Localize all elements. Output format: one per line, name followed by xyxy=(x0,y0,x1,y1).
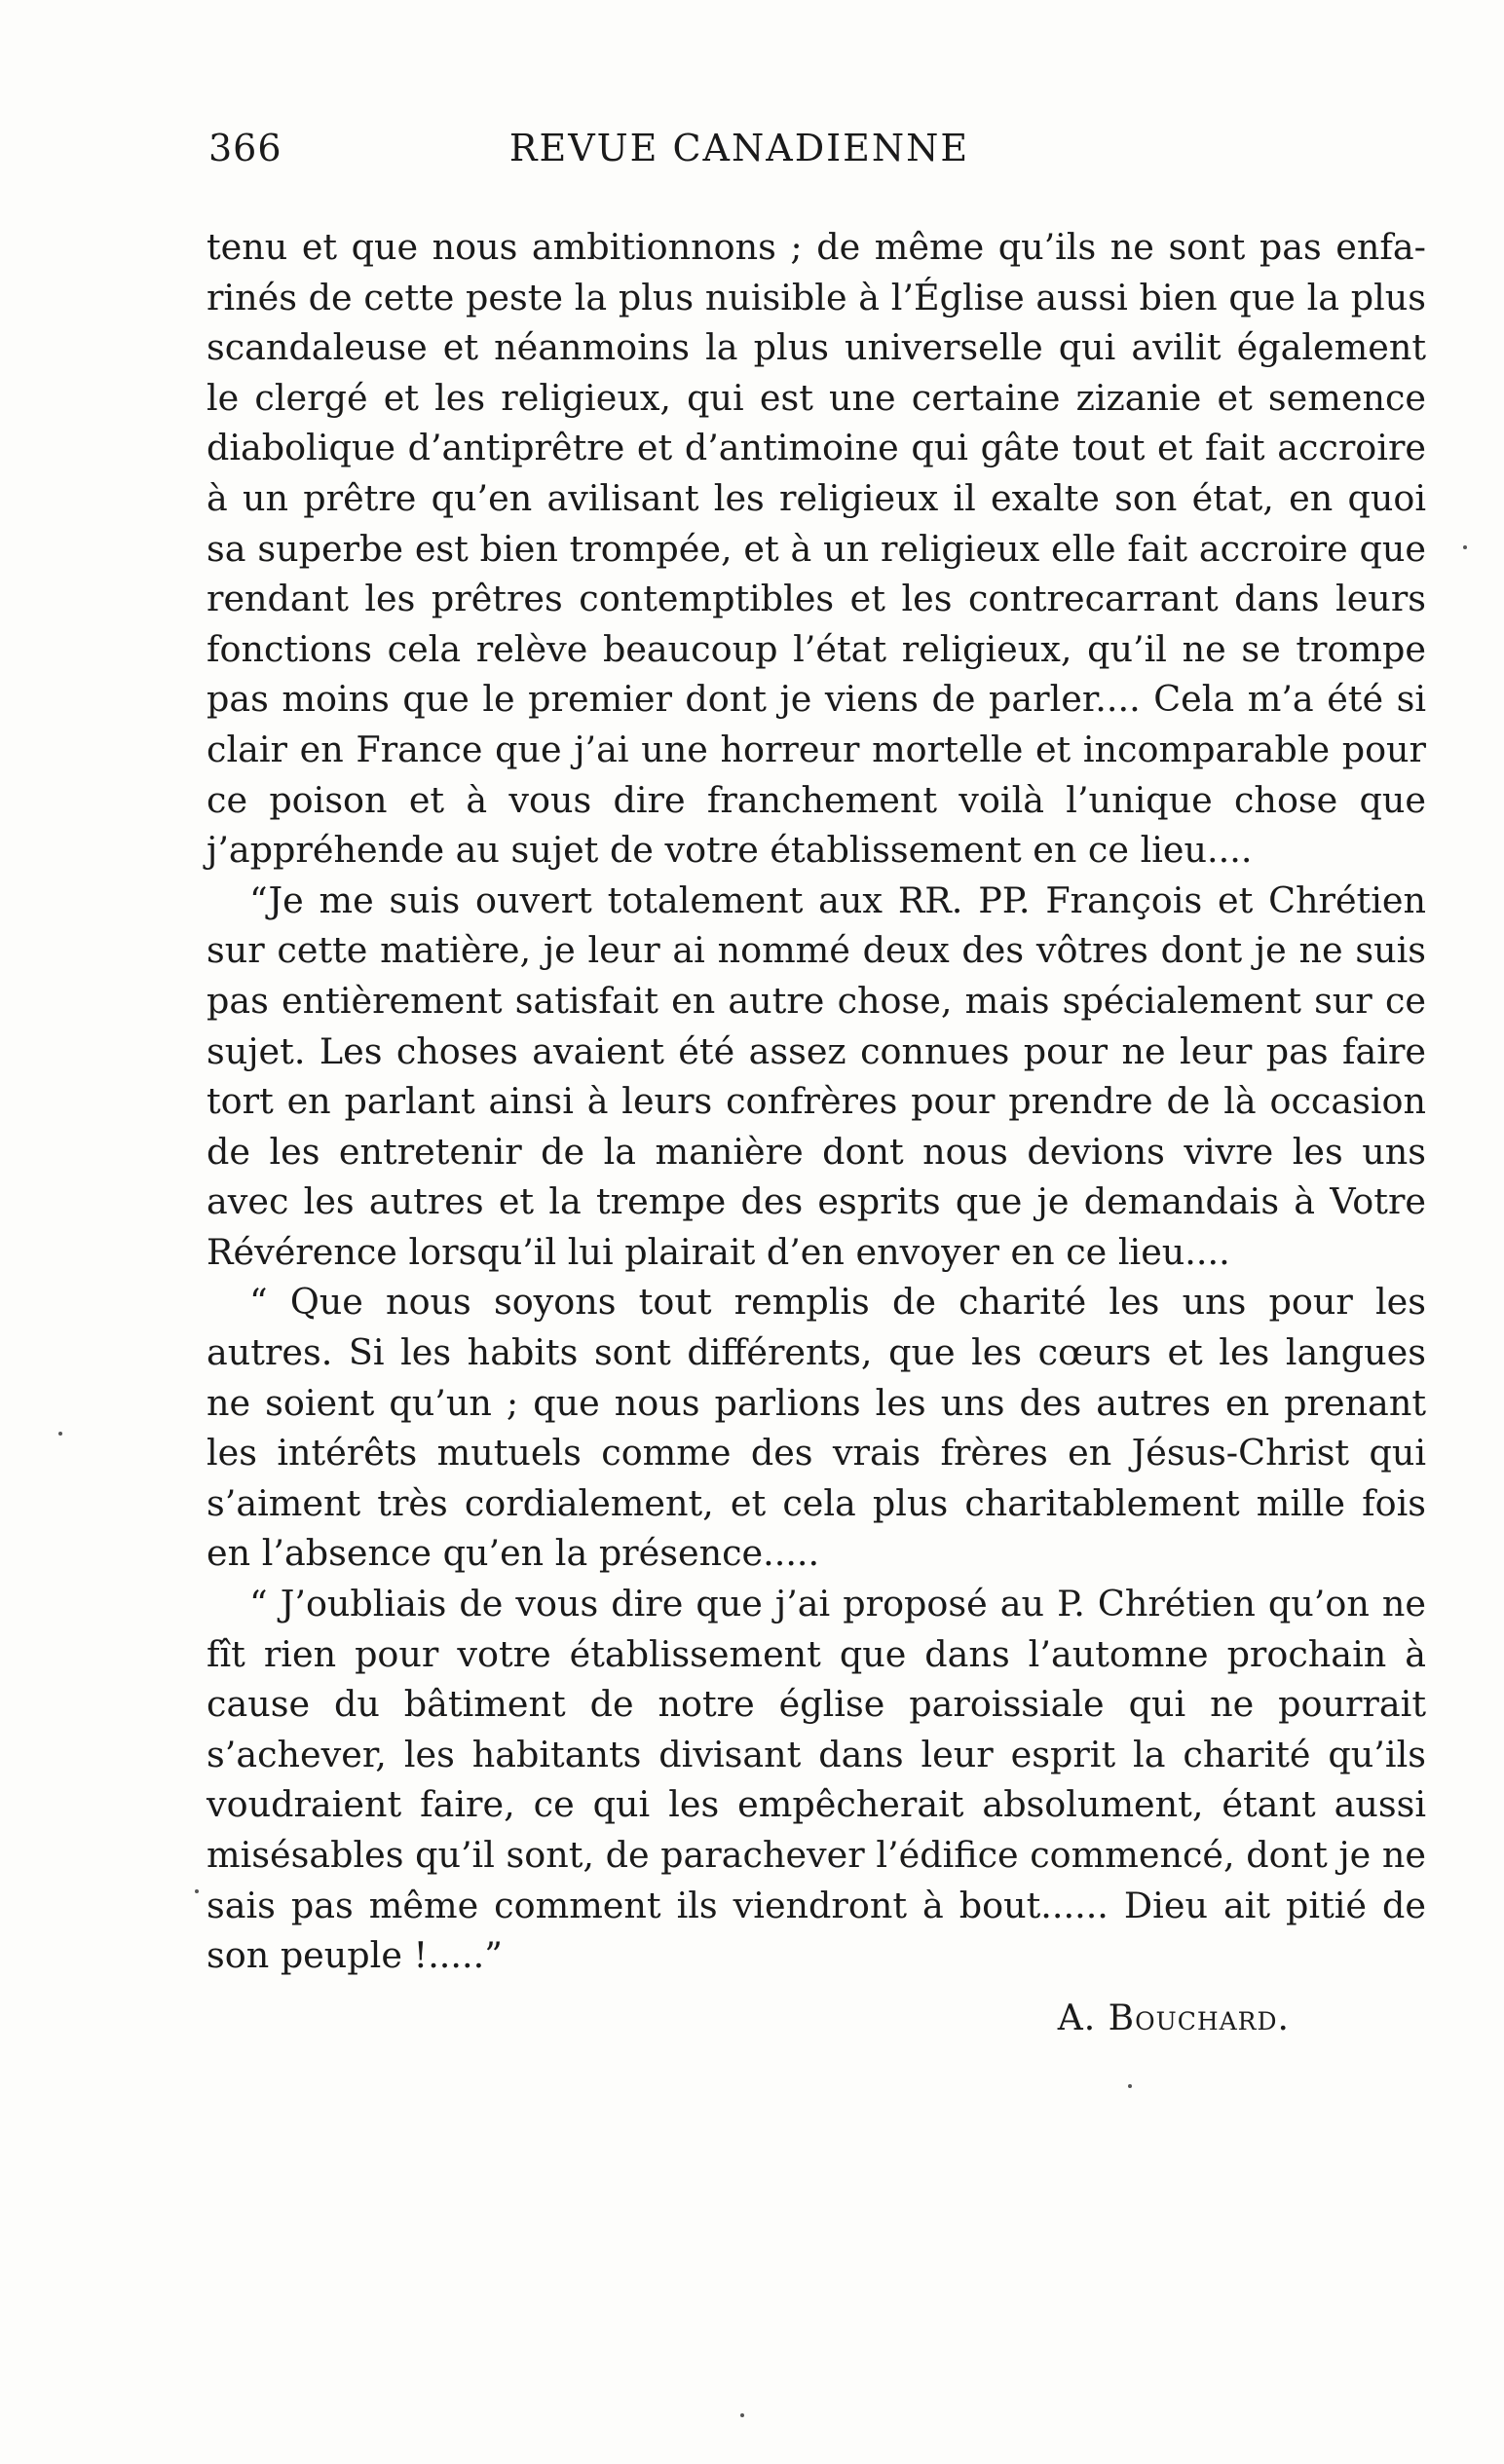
paragraph-1: tenu et que nous ambitionnons ; de même qu’ils ne sont pas enfarinés de cette peste la plus nuisible à l’Église aussi bien que la plus scandaleuse et néanmoins la plus universelle qui avilit également le clergé et les religieux, qui est une certaine zizanie et semence diabolique d’antiprêtre et d’antimoine qui gâte tout et fait accroire à un prêtre qu’en avilisant les religieux il exalte son état, en quoi sa superbe est bien trompée, et à un religieux elle fait accroire que rendant les prêtres contemptibles et les contrecarrant dans leurs fonctions cela relève beaucoup l’état religieux, qu’il ne se trompe pas moins que le premier dont je viens de parler.... Cela m’a été si clair en France que j’ai une horreur mortelle et incomparable pour ce poison et à vous dire franchement voilà l’unique chose que j’appréhende au sujet de votre établissement en ce lieu.... xyxy=(207,226,1426,872)
signature-initial: A. xyxy=(1057,1998,1097,2038)
body-text xyxy=(207,222,1426,1981)
scan-speck xyxy=(58,1432,62,1436)
scan-speck xyxy=(1463,545,1467,549)
scan-speck xyxy=(740,2413,744,2417)
scan-speck xyxy=(195,1889,199,1893)
signature xyxy=(1058,1998,1290,2038)
paragraph-2: “Je me suis ouvert totalement aux RR. PP. François et Chrétien sur cette matière, je leur ai nommé deux des vôtres dont je ne suis pas entièrement satisfait en autre chose, mais spécialement sur ce sujet. Les choses avaient été assez connues pour ne leur pas faire tort en parlant ainsi à leurs confrères pour prendre de là occasion de les entretenir de la manière dont nous devions vivre les uns avec les autres et la trempe des esprits que je demandais à Votre Révérence lorsqu’il lui plairait d’en envoyer en ce lieu.... xyxy=(207,878,1426,1273)
paragraph-4: “ J’oubliais de vous dire que j’ai proposé au P. Chrétien qu’on ne fît rien pour votre établissement que dans l’automne prochain à cause du bâtiment de notre église paroissiale qui ne pourrait s’achever, les habitants divisant dans leur esprit la charité qu’ils voudraient faire, ce qui les empêcherait absolument, étant aussi misésables qu’il sont, de parachever l’édifice commencé, dont je ne sais pas même comment ils viendront à bout...... Dieu ait pitié de son peuple !.....” xyxy=(207,1583,1426,1977)
signature-surname: Bouchard. xyxy=(1108,1998,1290,2038)
page-header xyxy=(208,127,1426,185)
running-title: REVUE CANADIENNE xyxy=(508,127,970,169)
scan-speck xyxy=(1128,2084,1132,2088)
paragraph-3: “ Que nous soyons tout remplis de charité les uns pour les autres. Si les habits sont différents, que les cœurs et les langues ne soient qu’un ; que nous parlions les uns des autres en prenant les intérêts mutuels comme des vrais frères en Jésus-Christ qui s’aiment très cordialement, et cela plus charitablement mille fois en l’absence qu’en la présence..... xyxy=(207,1281,1426,1575)
page-number: 366 xyxy=(208,127,282,169)
